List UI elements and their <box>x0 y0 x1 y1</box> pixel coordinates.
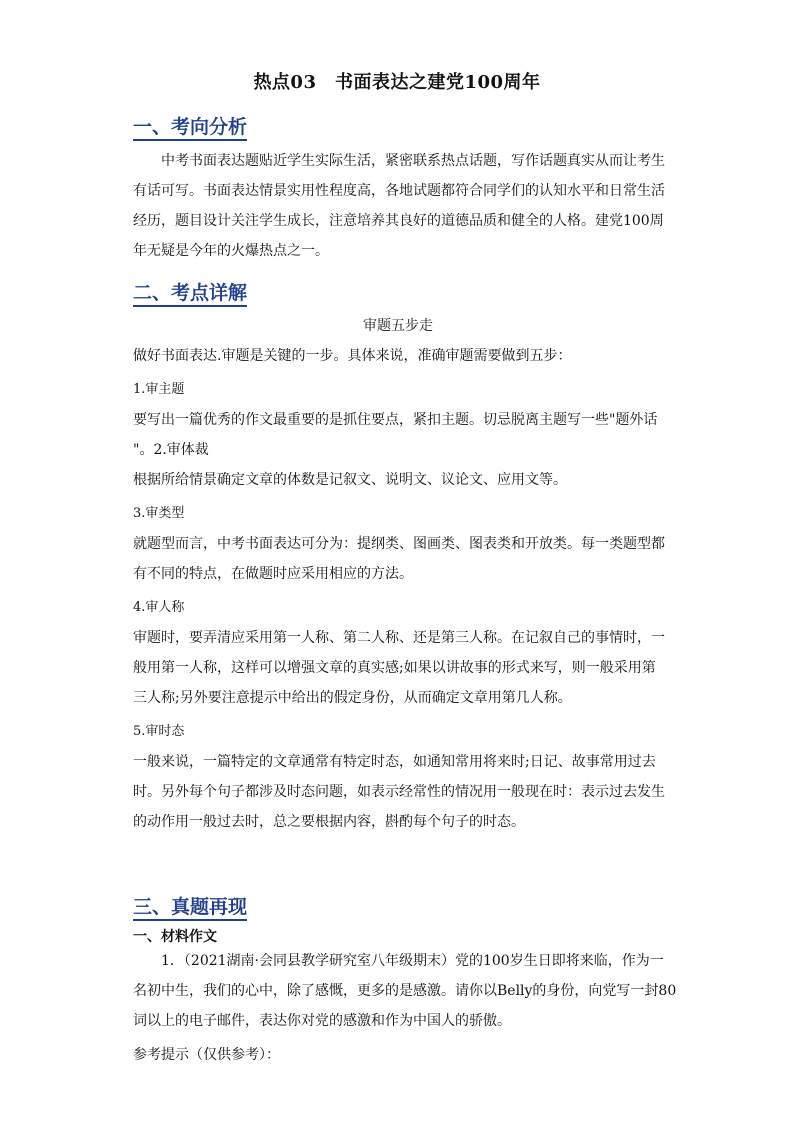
section-heading-details <box>133 278 247 305</box>
step3-title: 3.审类型 <box>133 506 185 521</box>
reference-hint: 参考提示（仅供参考）： <box>133 1047 280 1063</box>
details-subtitle: 审题五步走 <box>363 318 433 334</box>
question-1-line-3: 词以上的电子邮件，表达你对党的感激和作为中国人的骄傲。 <box>133 1013 511 1029</box>
section-heading-exam <box>133 892 247 919</box>
step1-line-2: "。2.审体裁 <box>133 442 209 458</box>
section-heading-text: 一、考向分析 <box>133 116 247 141</box>
question-1-line-2: 名初中生，我们的心中，除了感慨，更多的是感激。请你以Belly的身份，向党写一封80 <box>133 983 677 999</box>
step4-title: 4.审人称 <box>133 600 185 615</box>
section-heading-text: 三、真题再现 <box>133 896 247 921</box>
page-title: 热点03 书面表达之建党100周年 <box>253 72 541 93</box>
section-heading-analysis <box>133 112 247 139</box>
step1-line-1: 要写出一篇优秀的作文最重要的是抓住要点，紧扣主题。切忌脱离主题写一些"题外话 <box>133 412 658 428</box>
step1-title: 1.审主题 <box>133 382 185 397</box>
step5-line-1: 一般来说，一篇特定的文章通常有特定时态，如通知常用将来时;日记、故事常用过去 <box>133 754 656 770</box>
section-heading-text: 二、考点详解 <box>133 282 247 307</box>
step4-line-3: 三人称;另外要注意提示中给出的假定身份，从而确定文章用第几人称。 <box>133 690 572 706</box>
step3-line-2: 有不同的特点，在做题时应采用相应的方法。 <box>133 566 413 582</box>
step5-line-3: 的动作用一般过去时，总之要根据内容，斟酌每个句子的时态。 <box>133 814 525 830</box>
question-1-line-1: 1．（2021湖南·会同县教学研究室八年级期末）党的100岁生日即将来临，作为一 <box>161 953 664 969</box>
step3-line-1: 就题型而言，中考书面表达可分为：提纲类、图画类、图表类和开放类。每一类题型都 <box>133 536 665 552</box>
analysis-line-3: 经历，题目设计关注学生成长，注意培养其良好的道德品质和健全的人格。建党100周 <box>133 213 664 229</box>
step4-line-2: 般用第一人称，这样可以增强文章的真实感;如果以讲故事的形式来写，则一般采用第 <box>133 660 656 676</box>
step5-line-2: 时。另外每个句子都涉及时态问题，如表示经常性的情况用一般现在时：表示过去发生 <box>133 784 665 800</box>
analysis-line-2: 有话可写。书面表达情景实用性程度高，各地试题都符合同学们的认知水平和日常生活 <box>133 183 665 199</box>
details-intro: 做好书面表达.审题是关键的一步。具体来说，准确审题需要做到五步： <box>133 348 572 364</box>
analysis-line-4: 年无疑是今年的火爆热点之一。 <box>133 243 329 259</box>
step5-title: 5.审时态 <box>133 724 185 739</box>
exam-subheading: 一、材料作文 <box>133 929 217 945</box>
step2-text: 根据所给情景确定文章的体数是记叙文、说明文、议论文、应用文等。 <box>133 472 567 488</box>
step4-line-1: 审题时，要弄清应采用第一人称、第二人称、还是第三人称。在记叙自己的事情时，一 <box>133 630 665 646</box>
analysis-line-1: 中考书面表达题贴近学生实际生活，紧密联系热点话题，写作话题真实从而让考生 <box>161 153 665 169</box>
